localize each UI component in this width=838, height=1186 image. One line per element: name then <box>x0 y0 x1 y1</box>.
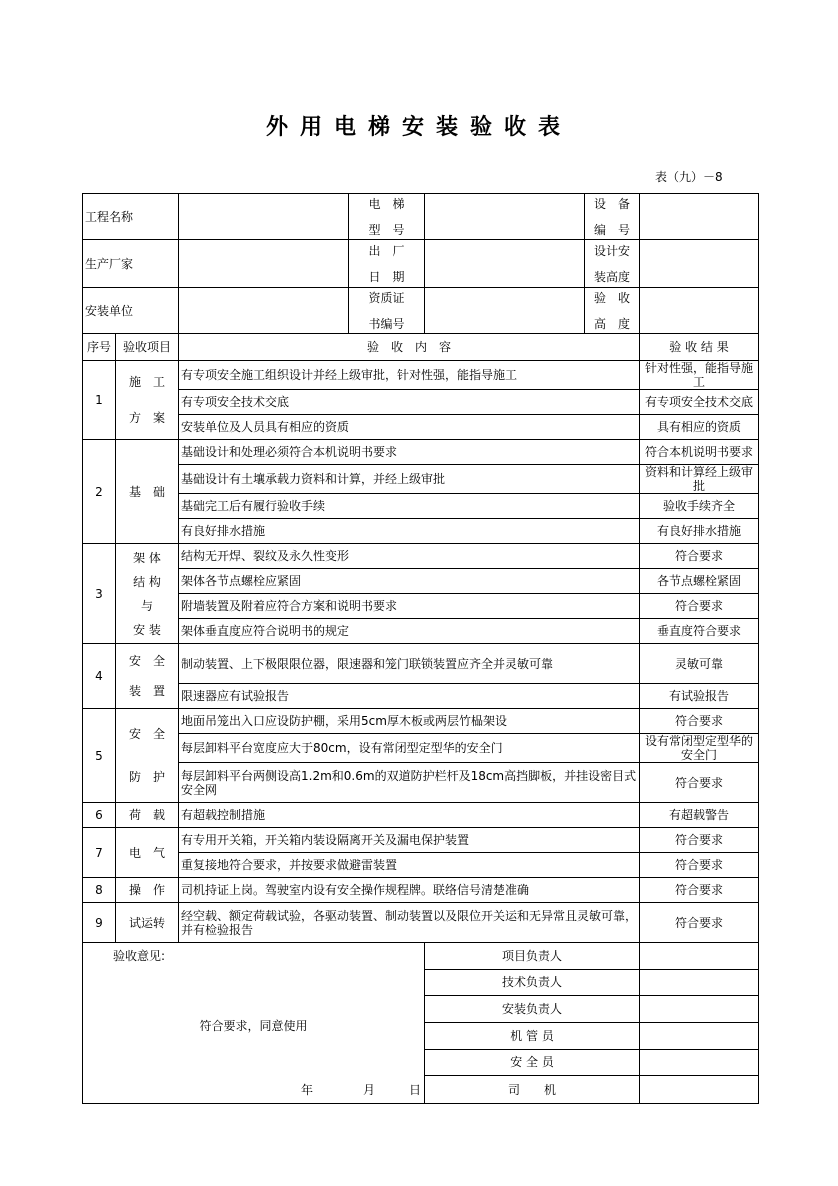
elevator-model-value[interactable] <box>425 194 585 240</box>
signer-role: 司 机 <box>425 1076 640 1104</box>
date-year: 年 <box>301 1083 314 1097</box>
row-number: 9 <box>83 903 116 943</box>
cert-label-1: 资质证 <box>368 290 405 305</box>
inspection-content: 制动装置、上下极限限位器，限速器和笼门联锁装置应齐全并灵敏可靠 <box>179 644 640 684</box>
inspection-content: 附墙装置及附着应符合方案和说明书要求 <box>179 594 640 619</box>
inspection-result[interactable]: 有超载警告 <box>640 803 759 828</box>
accept-height-value[interactable] <box>640 288 759 334</box>
item-label-part: 与 <box>141 598 154 613</box>
inspection-content: 结构无开焊、裂纹及永久性变形 <box>179 544 640 569</box>
inspection-content: 地面吊笼出入口应设防护棚，采用5cm厚木板或两层竹榀架设 <box>179 709 640 734</box>
item-label <box>116 709 179 803</box>
row-number: 6 <box>83 803 116 828</box>
row-number: 8 <box>83 878 116 903</box>
table-row <box>83 709 759 734</box>
table-row <box>83 594 759 619</box>
table-row <box>83 390 759 415</box>
date-day: 日 <box>409 1083 422 1097</box>
row-number: 4 <box>83 644 116 709</box>
inspection-result[interactable]: 各节点螺栓紧固 <box>640 569 759 594</box>
inspection-content: 重复接地符合要求，并按要求做避雷装置 <box>179 853 640 878</box>
signer-role: 安 全 员 <box>425 1049 640 1076</box>
factory-date-label-1: 出 厂 <box>368 243 405 258</box>
accept-height-label-1: 验 收 <box>594 290 631 305</box>
inspection-content: 司机持证上岗。驾驶室内设有安全操作规程牌。联络信号清楚准确 <box>179 878 640 903</box>
inspection-result[interactable]: 有良好排水措施 <box>640 519 759 544</box>
opinion-text[interactable]: 符合要求，同意使用 <box>199 1019 308 1033</box>
inspection-result[interactable]: 灵敏可靠 <box>640 644 759 684</box>
installer-label: 安装单位 <box>83 288 179 334</box>
signer-role: 机 管 员 <box>425 1022 640 1049</box>
item-label-part: 架 体 <box>133 550 161 565</box>
inspection-result[interactable]: 符合要求 <box>640 903 759 943</box>
date-month: 月 <box>363 1083 376 1097</box>
inspection-result[interactable]: 有专项安全技术交底 <box>640 390 759 415</box>
inspection-content: 基础完工后有履行验收手续 <box>179 494 640 519</box>
table-row <box>83 440 759 465</box>
signer-row <box>83 943 759 970</box>
page-title: 外用电梯安装验收表 <box>265 115 572 140</box>
item-label-part: 试运转 <box>129 915 166 930</box>
inspection-result[interactable]: 设有常闭型定型华的安全门 <box>640 734 759 763</box>
inspection-result[interactable]: 符合要求 <box>640 878 759 903</box>
col-header-content: 验 收 内 容 <box>179 334 640 361</box>
installer-value[interactable] <box>179 288 349 334</box>
item-label-part: 荷 载 <box>129 808 166 822</box>
row-number: 2 <box>83 440 116 544</box>
inspection-result[interactable]: 符合要求 <box>640 709 759 734</box>
table-row <box>83 828 759 853</box>
row-number: 1 <box>83 361 116 440</box>
table-row <box>83 734 759 763</box>
inspection-result[interactable]: 符合本机说明书要求 <box>640 440 759 465</box>
elevator-model-label-1: 电 梯 <box>368 196 405 211</box>
item-label-part: 装 置 <box>129 684 166 699</box>
item-label <box>116 361 179 440</box>
col-header-item: 验收项目 <box>116 334 179 361</box>
accept-height-label-2: 高 度 <box>594 316 631 331</box>
row-number: 7 <box>83 828 116 878</box>
inspection-result[interactable]: 符合要求 <box>640 544 759 569</box>
inspection-content: 经空载、额定荷载试验，各驱动装置、制动装置以及限位开关运和无异常且灵敏可靠，并有检验报告 <box>179 903 640 943</box>
table-row <box>83 803 759 828</box>
item-label-part: 方 案 <box>129 410 166 425</box>
manufacturer-label: 生产厂家 <box>83 240 179 288</box>
inspection-content: 每层卸料平台宽度应大于80cm，设有常闭型定型华的安全门 <box>179 734 640 763</box>
table-row <box>83 465 759 494</box>
item-label-part: 基 础 <box>129 484 166 499</box>
inspection-content: 每层卸料平台两侧设高1.2m和0.6m的双道防护栏杆及18cm高挡脚板，并挂设密目式安全网 <box>179 763 640 803</box>
item-label <box>116 803 179 828</box>
item-label-part: 操 作 <box>129 883 166 897</box>
table-row <box>83 361 759 390</box>
inspection-content: 基础设计和处理必须符合本机说明书要求 <box>179 440 640 465</box>
inspection-result[interactable]: 有试验报告 <box>640 684 759 709</box>
row-number: 5 <box>83 709 116 803</box>
table-row <box>83 415 759 440</box>
inspection-content: 限速器应有试验报告 <box>179 684 640 709</box>
project-name-value[interactable] <box>179 194 349 240</box>
signer-signature[interactable] <box>640 943 759 970</box>
item-label-part: 施 工 <box>129 375 166 390</box>
cert-value[interactable] <box>425 288 585 334</box>
signer-signature[interactable] <box>640 969 759 996</box>
table-row <box>83 544 759 569</box>
item-label <box>116 644 179 709</box>
table-row <box>83 619 759 644</box>
item-label-part: 安 全 <box>129 653 166 668</box>
signer-signature[interactable] <box>640 1076 759 1104</box>
project-name-label: 工程名称 <box>83 194 179 240</box>
design-height-value[interactable] <box>640 240 759 288</box>
inspection-result[interactable]: 符合要求 <box>640 594 759 619</box>
signer-signature[interactable] <box>640 996 759 1023</box>
table-row <box>83 878 759 903</box>
inspection-result[interactable]: 具有相应的资质 <box>640 415 759 440</box>
item-label <box>116 440 179 544</box>
acceptance-table <box>82 193 759 1104</box>
device-no-value[interactable] <box>640 194 759 240</box>
item-label <box>116 878 179 903</box>
signer-role: 安装负责人 <box>425 996 640 1023</box>
table-row <box>83 903 759 943</box>
signer-role: 技术负责人 <box>425 969 640 996</box>
table-row <box>83 494 759 519</box>
signer-signature[interactable] <box>640 1049 759 1076</box>
row-number: 3 <box>83 544 116 644</box>
opinion-box <box>83 943 425 1104</box>
item-label <box>116 544 179 644</box>
elevator-model-label-2: 型 号 <box>368 222 405 237</box>
table-row <box>83 763 759 803</box>
cert-label-2: 书编号 <box>368 316 405 331</box>
table-row <box>83 853 759 878</box>
col-header-no: 序号 <box>83 334 116 361</box>
item-label-part: 结 构 <box>133 574 161 589</box>
inspection-content: 安装单位及人员具有相应的资质 <box>179 415 640 440</box>
inspection-result[interactable]: 符合要求 <box>640 853 759 878</box>
signer-signature[interactable] <box>640 1022 759 1049</box>
factory-date-value[interactable] <box>425 240 585 288</box>
factory-date-label-2: 日 期 <box>368 269 405 284</box>
inspection-result[interactable]: 针对性强，能指导施工 <box>640 361 759 390</box>
inspection-result[interactable]: 符合要求 <box>640 763 759 803</box>
inspection-result[interactable]: 符合要求 <box>640 828 759 853</box>
item-label-part: 安 装 <box>133 622 161 637</box>
item-label <box>116 903 179 943</box>
form-code: 表（九）－8 <box>655 170 723 184</box>
inspection-result[interactable]: 验收手续齐全 <box>640 494 759 519</box>
design-height-label-2: 装高度 <box>594 269 631 284</box>
inspection-content: 有良好排水措施 <box>179 519 640 544</box>
table-row <box>83 519 759 544</box>
table-row <box>83 684 759 709</box>
item-label <box>116 828 179 878</box>
item-label-part: 安 全 <box>129 727 166 741</box>
inspection-result[interactable]: 垂直度符合要求 <box>640 619 759 644</box>
table-row <box>83 644 759 684</box>
manufacturer-value[interactable] <box>179 240 349 288</box>
opinion-label: 验收意见: <box>113 949 166 963</box>
device-no-label-2: 编 号 <box>594 222 631 237</box>
item-label-part: 电 气 <box>129 845 166 860</box>
inspection-result[interactable]: 资料和计算经上级审批 <box>640 465 759 494</box>
table-row <box>83 569 759 594</box>
inspection-content: 有专项安全技术交底 <box>179 390 640 415</box>
design-height-label-1: 设计安 <box>594 243 631 258</box>
device-no-label-1: 设 备 <box>594 196 631 211</box>
inspection-content: 基础设计有土壤承载力资料和计算，并经上级审批 <box>179 465 640 494</box>
item-label-part: 防 护 <box>129 770 166 784</box>
signer-role: 项目负责人 <box>425 943 640 970</box>
col-header-result: 验 收 结 果 <box>640 334 759 361</box>
inspection-content: 架体垂直度应符合说明书的规定 <box>179 619 640 644</box>
inspection-content: 有超载控制措施 <box>179 803 640 828</box>
inspection-content: 有专用开关箱，开关箱内装设隔离开关及漏电保护装置 <box>179 828 640 853</box>
inspection-content: 有专项安全施工组织设计并经上级审批，针对性强，能指导施工 <box>179 361 640 390</box>
inspection-content: 架体各节点螺栓应紧固 <box>179 569 640 594</box>
